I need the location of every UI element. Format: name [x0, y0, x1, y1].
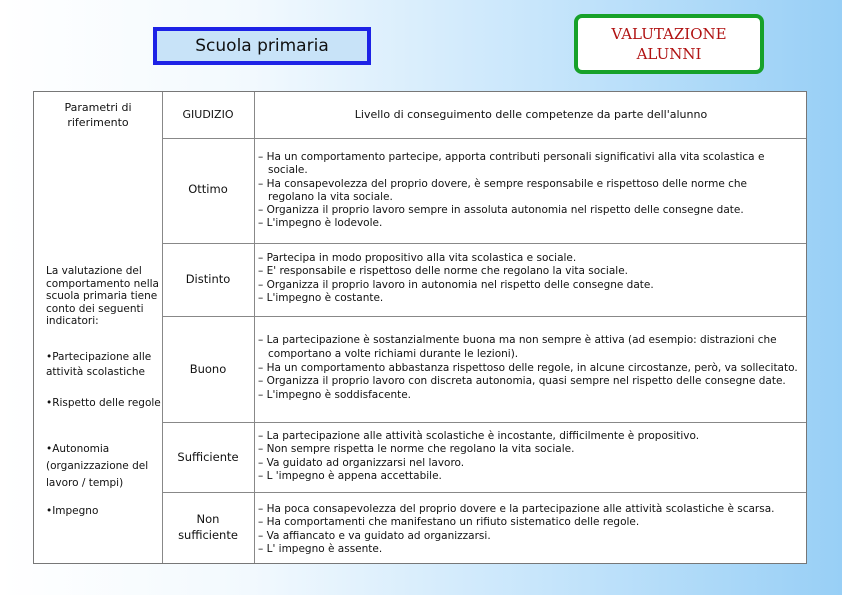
judgment-label: Non	[196, 512, 220, 527]
parameters-header	[36, 100, 160, 131]
row-divider	[162, 422, 806, 423]
description-line: regolano la vita sociale.	[268, 190, 393, 203]
description-line: – Ha consapevolezza del proprio dovere, è sempre responsabile e rispettoso delle norme che	[258, 177, 748, 190]
judgment-label: Sufficiente	[177, 449, 239, 464]
indicator-line: lavoro / tempi)	[46, 477, 124, 489]
description-line: – Ha un comportamento partecipe, apporta contributi personali significativi alla vita scolastica e	[258, 151, 765, 163]
evaluation-box	[574, 14, 764, 74]
row-divider	[162, 316, 806, 317]
description-line: – L'impegno è costante.	[258, 291, 384, 304]
parameters-intro-line: indicatori:	[46, 315, 99, 327]
parameters-intro-line: La valutazione del	[46, 265, 142, 277]
description-distinto	[258, 252, 804, 305]
level-header: Livello di conseguimento delle competenze da parte dell'alunno	[354, 108, 708, 121]
description-line: – Va affiancato e va guidato ad organizzarsi.	[258, 529, 491, 542]
description-line: – Ha poca consapevolezza del proprio dovere e la partecipazione alle attività scolastiche è scarsa.	[258, 503, 775, 515]
row-divider	[162, 492, 806, 493]
judgment-buono	[168, 317, 248, 422]
description-line: – Organizza il proprio lavoro sempre in assoluta autonomia nel rispetto delle consegne date.	[258, 204, 744, 217]
indicator-line: attività scolastiche	[46, 366, 146, 378]
description-non-sufficiente	[258, 503, 804, 556]
description-line: – La partecipazione è sostanzialmente buona ma non sempre è attiva (ad esempio: distrazioni che	[258, 334, 777, 346]
description-line: sociale.	[268, 164, 308, 177]
evaluation-title-line1: VALUTAZIONE	[611, 24, 727, 43]
description-line: – L'impegno è lodevole.	[258, 217, 383, 230]
description-line: – Ha un comportamento abbastanza rispettoso delle regole, in alcune circostanze, però, va sollecitato.	[258, 361, 798, 374]
description-line: – E' responsabile e rispettoso delle norme che regolano la vita sociale.	[258, 265, 628, 278]
evaluation-table	[33, 91, 807, 564]
indicator-line: (organizzazione del	[46, 460, 149, 472]
row-divider	[162, 243, 806, 244]
parameters-intro-line: scuola primaria tiene	[46, 290, 158, 302]
indicator-autonomy	[46, 441, 162, 492]
judgment-header: GIUDIZIO	[182, 108, 234, 121]
description-sufficiente	[258, 430, 804, 483]
parameters-header-line2: riferimento	[67, 116, 129, 130]
parameters-intro	[46, 265, 162, 328]
indicator-participation	[46, 350, 162, 380]
description-buono	[258, 334, 804, 403]
parameters-header-line1: Parametri di	[64, 101, 132, 114]
title-box	[153, 27, 371, 65]
indicator-rules: •Rispetto delle regole	[46, 397, 161, 409]
description-line: – Organizza il proprio lavoro con discreta autonomia, quasi sempre nel rispetto delle consegne date.	[258, 375, 786, 388]
parameters-intro-line: conto dei seguenti	[46, 302, 144, 315]
judgment-label: Distinto	[185, 272, 231, 287]
description-line: – L' impegno è assente.	[258, 542, 383, 555]
description-line: – La partecipazione alle attività scolastiche è incostante, difficilmente è propositivo.	[258, 430, 700, 442]
indicator-line: •Autonomia	[46, 443, 110, 455]
description-line: – Ha comportamenti che manifestano un rifiuto sistematico delle regole.	[258, 516, 640, 529]
parameters-intro-line: comportamento nella	[46, 277, 159, 290]
indicator-line: •Partecipazione alle	[46, 351, 152, 363]
description-line: – Va guidato ad organizzarsi nel lavoro.	[258, 456, 465, 469]
judgment-non-sufficiente	[168, 493, 248, 563]
page-title: Scuola primaria	[195, 36, 329, 56]
description-line: – Partecipa in modo propositivo alla vita scolastica e sociale.	[258, 252, 577, 264]
header-divider	[162, 138, 806, 139]
judgment-ottimo	[168, 139, 248, 243]
description-line: – Organizza il proprio lavoro in autonomia nel rispetto delle consegne date.	[258, 278, 654, 291]
judgment-label: Buono	[189, 361, 227, 376]
indicator-commitment: •Impegno	[46, 505, 99, 517]
description-line: comportano a volte richiami durante le lezioni).	[268, 347, 519, 360]
description-line: – L'impegno è soddisfacente.	[258, 389, 412, 402]
evaluation-title-line2: ALUNNI	[636, 45, 702, 63]
judgment-sufficiente	[168, 423, 248, 492]
description-line: – L 'impegno è appena accettabile.	[258, 469, 442, 482]
judgment-label: sufficiente	[178, 528, 238, 542]
judgment-label: Ottimo	[188, 182, 228, 197]
description-ottimo	[258, 151, 804, 231]
description-line: – Non sempre rispetta le norme che regolano la vita sociale.	[258, 443, 575, 456]
judgment-distinto	[168, 244, 248, 316]
